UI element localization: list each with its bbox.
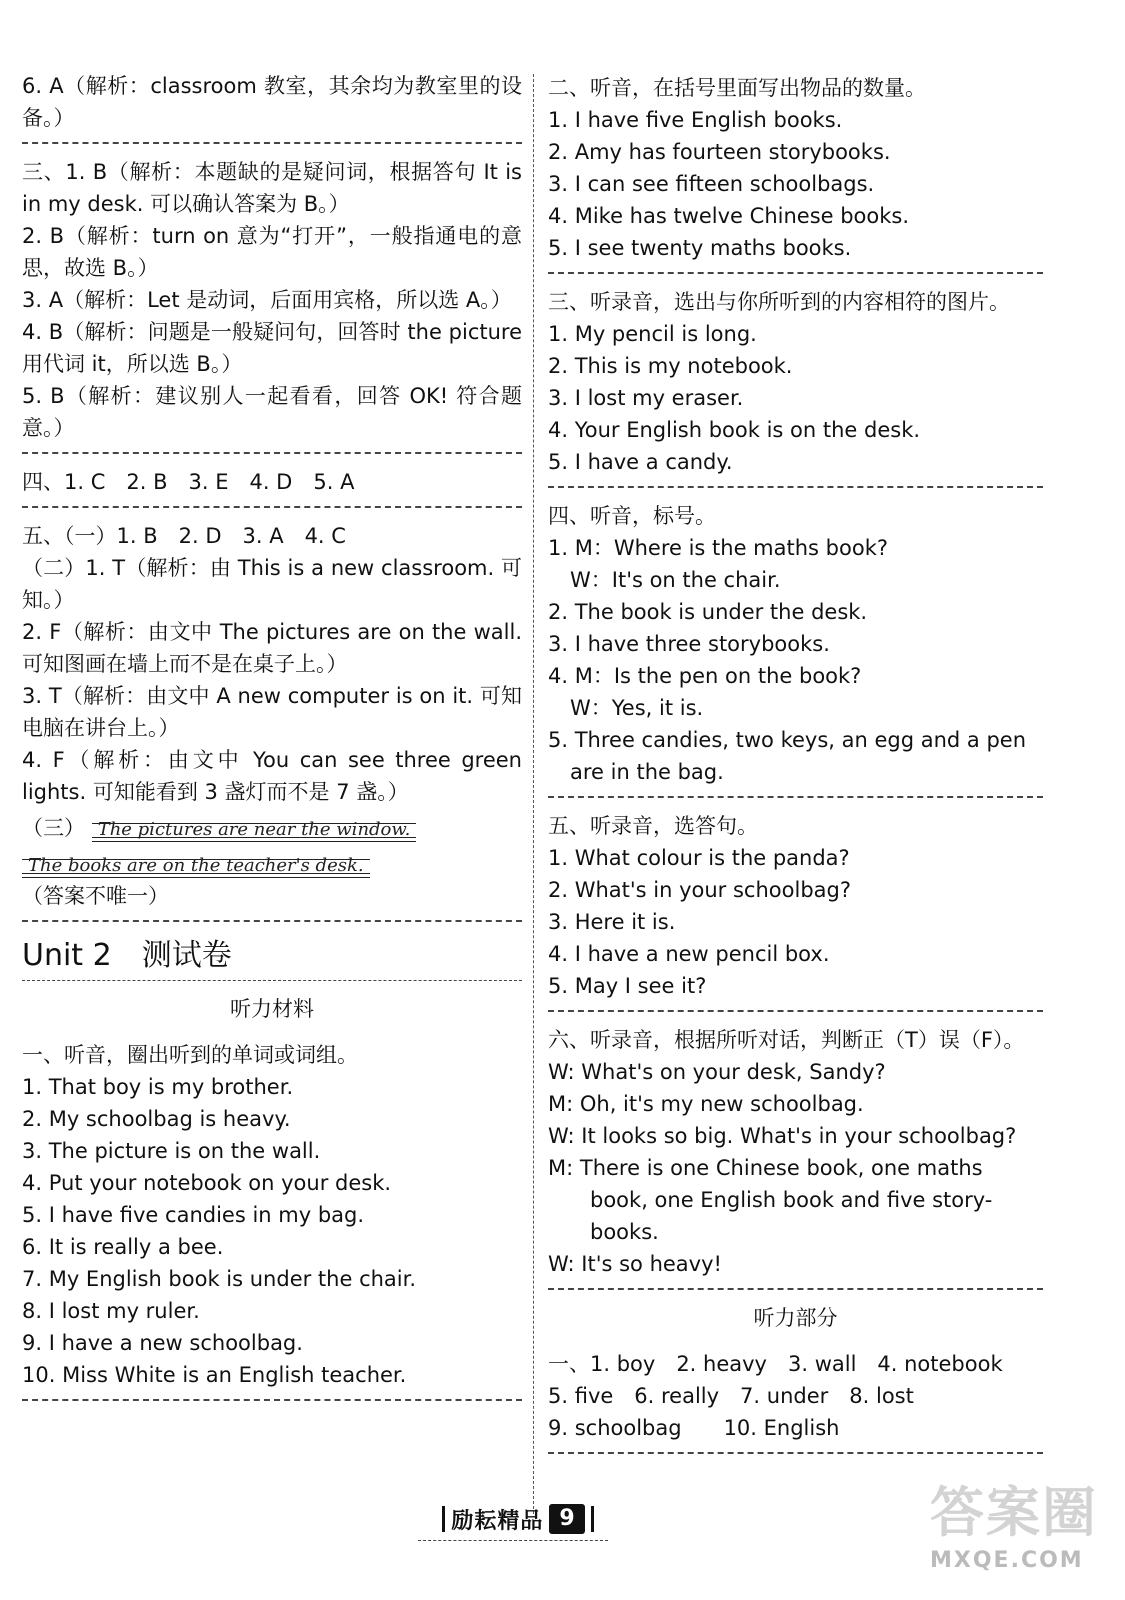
list-item: 4. Put your notebook on your desk.	[22, 1171, 392, 1195]
list-item: 4. Your English book is on the desk.	[548, 418, 921, 442]
divider	[548, 1010, 1043, 1012]
answer-line: 一、1. boy 2. heavy 3. wall 4. notebook	[548, 1352, 1003, 1376]
handwritten-answer-row	[22, 848, 522, 912]
footer-bar-right	[591, 1506, 594, 1532]
list-item: 5. I have five candies in my bag.	[22, 1203, 365, 1227]
list-item: 9. I have a new schoolbag.	[22, 1331, 303, 1355]
divider	[22, 506, 522, 508]
listening-part-title: 听力部分	[753, 1306, 838, 1330]
answer-line: 6. A（解析：classroom 教室，其余均为教室里的设备。）	[22, 74, 522, 130]
divider	[548, 486, 1043, 488]
dialogue-line: W: It's so heavy!	[548, 1252, 722, 1276]
list-item: 1. M：Where is the maths book?	[548, 536, 888, 560]
list-item: W：It's on the chair.	[570, 568, 781, 592]
divider	[548, 796, 1043, 798]
divider	[22, 980, 522, 981]
list-item: 3. Here it is.	[548, 910, 676, 934]
divider	[548, 272, 1043, 274]
answer-line: 9. schoolbag 10. English	[548, 1416, 840, 1440]
list-item: 8. I lost my ruler.	[22, 1299, 200, 1323]
list-item: 2. The book is under the desk.	[548, 600, 868, 624]
unit-title: Unit 2 测试卷	[22, 938, 232, 973]
section-heading: 三、听录音，选出与你所听到的内容相符的图片。	[548, 290, 1010, 314]
watermark	[930, 1478, 1110, 1588]
section-heading: 二、听音，在括号里面写出物品的数量。	[548, 76, 926, 100]
divider	[22, 142, 522, 144]
list-item: 10. Miss White is an English teacher.	[22, 1363, 407, 1387]
watermark-url: MXQE.COM	[930, 1548, 1084, 1573]
section-heading: 一、听音，圈出听到的单词或词组。	[22, 1043, 358, 1067]
list-item: 4. M：Is the pen on the book?	[548, 664, 862, 688]
list-item: 6. It is really a bee.	[22, 1235, 224, 1259]
handwritten-answer-1: The pictures are near the window.	[92, 819, 417, 842]
answer-line: 2. F（解析：由文中 The pictures are on the wall. 可知图画在墙上而不是在桌子上。）	[22, 620, 522, 676]
left-column	[22, 70, 522, 1413]
answer-note: （答案不唯一）	[22, 884, 169, 908]
answer-line: 四、1. C 2. B 3. E 4. D 5. A	[22, 470, 355, 494]
divider	[548, 1452, 1043, 1454]
list-item: 1. My pencil is long.	[548, 322, 757, 346]
page-footer	[418, 1500, 618, 1538]
list-item: 3. I lost my eraser.	[548, 386, 744, 410]
dialogue-line: M: Oh, it's my new schoolbag.	[548, 1092, 864, 1116]
list-item: 2. This is my notebook.	[548, 354, 793, 378]
handwritten-answer-row	[22, 812, 522, 844]
list-item: 7. My English book is under the chair.	[22, 1267, 417, 1291]
answer-line: 3. A（解析：Let 是动词，后面用宾格，所以选 A。）	[22, 288, 512, 312]
listening-material-title: 听力材料	[230, 997, 314, 1021]
list-item: 1. What colour is the panda?	[548, 846, 850, 870]
watermark-logo: 答案圈	[930, 1481, 1098, 1544]
section-heading: 四、听音，标号。	[548, 504, 716, 528]
dialogue-line: book, one English book and five story-	[590, 1188, 993, 1212]
list-item: 5. I see twenty maths books.	[548, 236, 852, 260]
answer-line: 三、1. B（解析：本题缺的是疑问词，根据答句 It is in my desk. 可以确认答案为 B。）	[22, 160, 522, 216]
list-item: 1. I have five English books.	[548, 108, 843, 132]
section-heading: 五、听录音，选答句。	[548, 814, 758, 838]
divider	[22, 920, 522, 922]
list-item: 1. That boy is my brother.	[22, 1075, 294, 1099]
list-item: 2. My schoolbag is heavy.	[22, 1107, 291, 1131]
handwritten-answer-2: The books are on the teacher's desk.	[22, 855, 370, 878]
column-divider	[533, 74, 534, 1514]
dialogue-line: M: There is one Chinese book, one maths	[548, 1156, 983, 1180]
list-item: 2. Amy has fourteen storybooks.	[548, 140, 891, 164]
list-item: 4. Mike has twelve Chinese books.	[548, 204, 910, 228]
list-item: 5. I have a candy.	[548, 450, 733, 474]
list-item: 3. I have three storybooks.	[548, 632, 830, 656]
dialogue-line: books.	[590, 1220, 659, 1244]
answer-line: 五、（一）1. B 2. D 3. A 4. C	[22, 524, 346, 548]
page-number: 9	[549, 1504, 584, 1534]
answer-line: （二）1. T（解析：由 This is a new classroom. 可知。）	[22, 556, 522, 612]
footer-brand: 励耘精品	[451, 1508, 544, 1534]
list-item: W：Yes, it is.	[570, 696, 704, 720]
list-item: 5. May I see it?	[548, 974, 707, 998]
footer-underline	[418, 1540, 608, 1541]
answer-line: 5. B（解析：建议别人一起看看，回答 OK! 符合题意。）	[22, 384, 522, 440]
divider	[548, 1288, 1043, 1290]
list-item: 3. The picture is on the wall.	[22, 1139, 321, 1163]
section-heading: 六、听录音，根据所听对话，判断正（T）误（F）。	[548, 1028, 1025, 1052]
answer-prefix: （三）	[22, 816, 85, 840]
answer-line: 2. B（解析：turn on 意为“打开”，一般指通电的意思，故选 B。）	[22, 224, 522, 280]
divider	[22, 452, 522, 454]
answer-line: 3. T（解析：由文中 A new computer is on it. 可知电脑在讲台上。）	[22, 684, 522, 740]
list-item: 2. What's in your schoolbag?	[548, 878, 851, 902]
divider	[22, 1399, 522, 1401]
answer-line: 4. F（解析：由文中 You can see three green lights. 可知能看到 3 盏灯而不是 7 盏。）	[22, 748, 522, 804]
list-item: 3. I can see fifteen schoolbags.	[548, 172, 875, 196]
footer-bar-left	[442, 1506, 445, 1532]
list-item: 4. I have a new pencil box.	[548, 942, 830, 966]
list-item: are in the bag.	[570, 760, 724, 784]
list-item: 5. Three candies, two keys, an egg and a pen	[548, 728, 1027, 752]
right-column	[548, 70, 1043, 1466]
answer-line: 5. five 6. really 7. under 8. lost	[548, 1384, 914, 1408]
dialogue-line: W: It looks so big. What's in your schoolbag?	[548, 1124, 1017, 1148]
dialogue-line: W: What's on your desk, Sandy?	[548, 1060, 886, 1084]
answer-line: 4. B（解析：问题是一般疑问句，回答时 the picture 用代词 it，所以选 B。）	[22, 320, 522, 376]
